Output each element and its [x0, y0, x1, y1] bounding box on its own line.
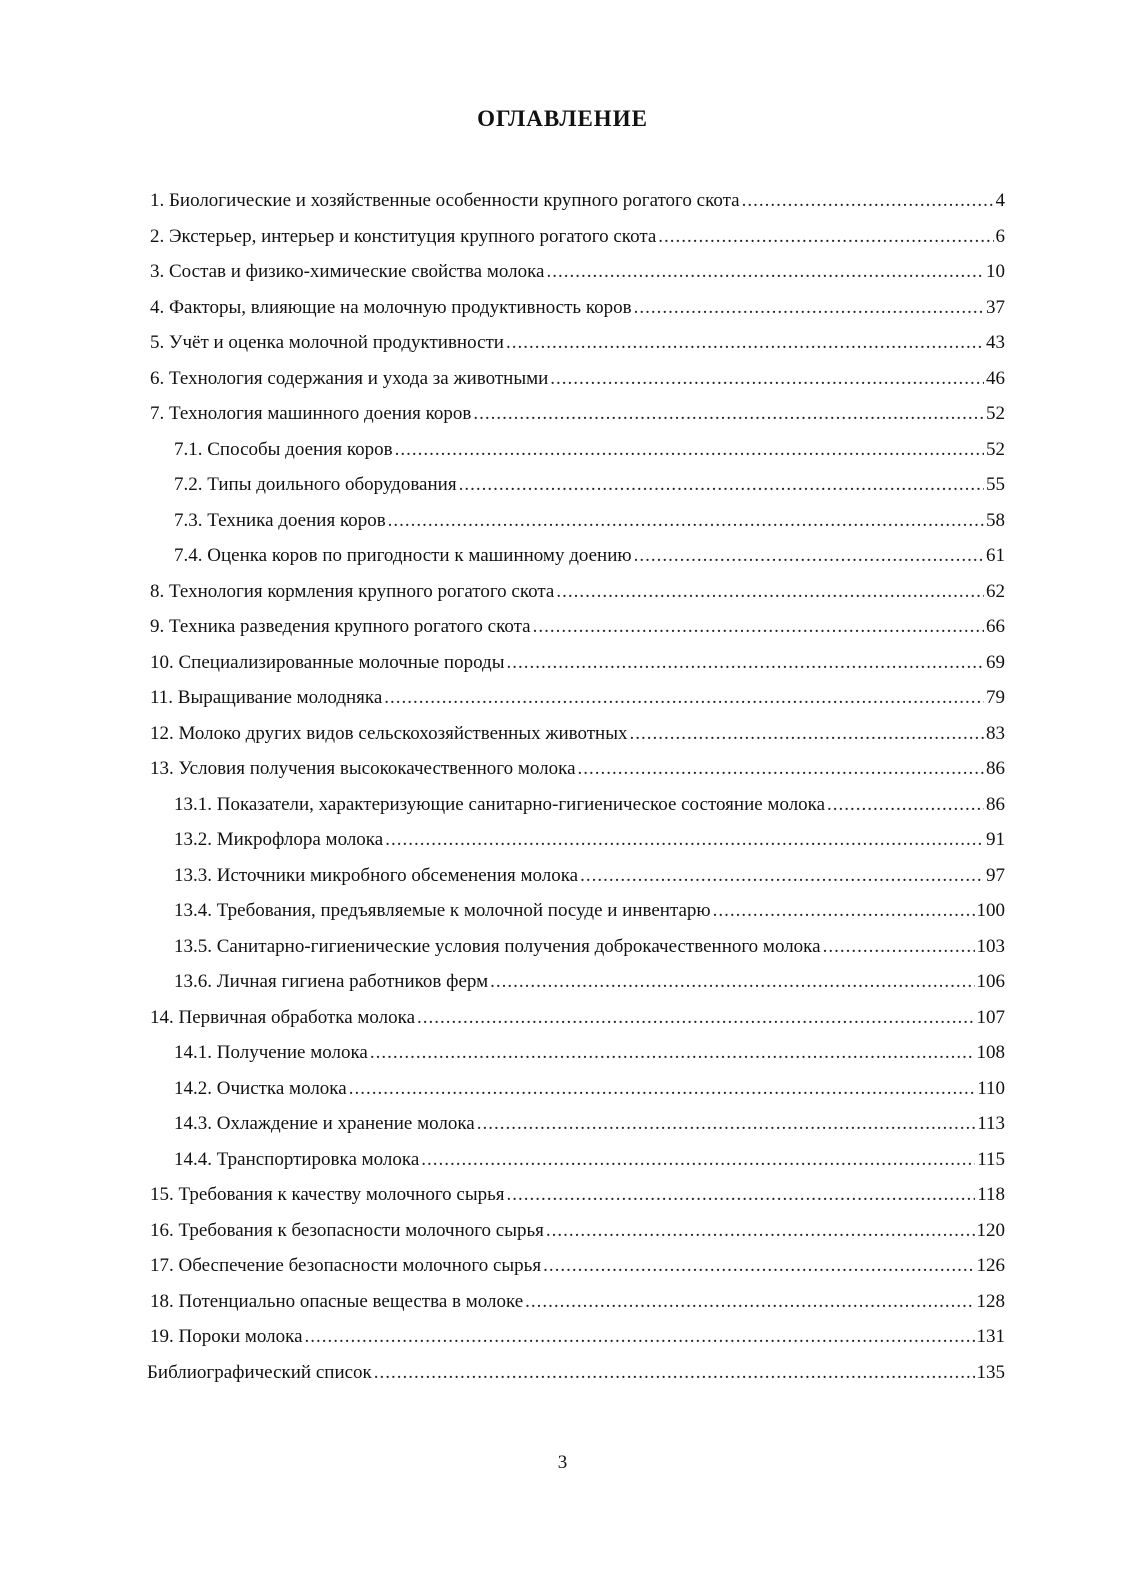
toc-entry[interactable] [150, 1284, 1005, 1320]
toc-entry[interactable] [150, 1142, 1005, 1178]
toc-entry[interactable] [150, 1106, 1005, 1142]
toc-leader-dots [658, 219, 993, 255]
toc-entry-page: 135 [976, 1361, 1005, 1383]
toc-entry[interactable] [150, 538, 1005, 574]
toc-entry[interactable] [150, 822, 1005, 858]
toc-entry-page: 107 [976, 1006, 1005, 1028]
toc-leader-dots [507, 1177, 976, 1213]
toc-entry[interactable] [150, 361, 1005, 397]
toc-leader-dots [388, 503, 984, 539]
toc-entry[interactable] [150, 609, 1005, 645]
toc-entry-page: 52 [986, 403, 1005, 424]
toc-entry-label: 1. Биологические и хозяйственные особенности крупного рогатого скота [150, 190, 740, 211]
toc-leader-dots [713, 893, 975, 929]
toc-entry-label: 3. Состав и физико-химические свойства молока [150, 261, 545, 282]
toc-entry-label: 7.4. Оценка коров по пригодности к машинному доению [174, 545, 632, 566]
toc-entry[interactable] [150, 325, 1005, 361]
toc-leader-dots [546, 254, 984, 290]
toc-entry-label: 13.2. Микрофлора молока [174, 829, 384, 850]
toc-entry-label: Библиографический список [147, 1361, 372, 1383]
toc-entry-page: 4 [995, 190, 1005, 211]
toc-entry-page: 55 [986, 474, 1005, 495]
toc-leader-dots [630, 716, 985, 752]
toc-entry-page: 79 [986, 687, 1005, 708]
toc-entry-label: 13.5. Санитарно-гигиенические условия получения доброкачественного молока [174, 935, 821, 957]
toc-entry[interactable] [150, 787, 1005, 823]
toc-leader-dots [417, 1000, 974, 1036]
toc-leader-dots [374, 1355, 975, 1391]
toc-entry-page: 52 [986, 438, 1005, 460]
toc-leader-dots [634, 538, 984, 574]
toc-entry[interactable] [150, 290, 1005, 326]
toc-leader-dots [580, 858, 984, 894]
toc-entry-page: 37 [986, 296, 1005, 318]
page-title: ОГЛАВЛЕНИЕ [477, 106, 648, 131]
toc-entry-label: 14.3. Охлаждение и хранение молока [174, 1113, 475, 1134]
toc-leader-dots [473, 396, 984, 432]
toc-entry-page: 115 [977, 1148, 1005, 1170]
toc-leader-dots [543, 1248, 974, 1284]
table-of-contents [147, 183, 1005, 1390]
toc-entry[interactable] [150, 574, 1005, 610]
toc-entry-label: 7.3. Техника доения коров [174, 509, 386, 531]
toc-entry[interactable] [150, 751, 1005, 787]
toc-leader-dots [490, 964, 974, 1000]
toc-leader-dots [385, 822, 984, 858]
toc-entry-label: 13. Условия получения высококачественного молока [150, 758, 576, 779]
toc-entry-label: 13.4. Требования, предъявляемые к молочной посуде и инвентарю [174, 900, 711, 921]
toc-entry-label: 7.1. Способы доения коров [174, 438, 393, 460]
toc-entry[interactable] [150, 503, 1005, 539]
toc-entry-page: 110 [977, 1077, 1005, 1099]
toc-entry-page: 97 [986, 864, 1005, 886]
toc-entry-label: 12. Молоко других видов сельскохозяйственных животных [150, 722, 628, 744]
toc-entry-label: 11. Выращивание молодняка [150, 687, 383, 708]
toc-leader-dots [546, 1213, 975, 1249]
toc-entry-label: 14. Первичная обработка молока [150, 1006, 416, 1028]
toc-entry-label: 17. Обеспечение безопасности молочного сырья [150, 1255, 542, 1276]
toc-entry-page: 126 [976, 1255, 1005, 1276]
toc-entry-label: 7.2. Типы доильного оборудования [174, 474, 457, 495]
toc-leader-dots [578, 751, 984, 787]
toc-entry-label: 4. Факторы, влияющие на молочную продуктивность коров [150, 296, 632, 318]
toc-entry-label: 8. Технология кормления крупного рогатого скота [150, 580, 555, 602]
toc-leader-dots [742, 183, 994, 219]
toc-entry-label: 5. Учёт и оценка молочной продуктивности [150, 332, 504, 353]
toc-entry[interactable] [150, 1319, 1005, 1355]
toc-entry-page: 61 [986, 545, 1005, 566]
toc-leader-dots [506, 325, 984, 361]
toc-entry-page: 118 [977, 1184, 1005, 1205]
toc-entry-page: 62 [986, 580, 1005, 602]
toc-leader-dots [305, 1319, 975, 1355]
toc-entry[interactable] [150, 1035, 1005, 1071]
toc-entry-label: 18. Потенциально опасные вещества в молоке [150, 1290, 524, 1312]
toc-entry[interactable] [150, 680, 1005, 716]
toc-entry-label: 10. Специализированные молочные породы [150, 651, 505, 673]
toc-leader-dots [823, 929, 975, 965]
toc-entry-page: 10 [986, 261, 1005, 282]
page-number: 3 [557, 1452, 568, 1473]
toc-entry[interactable] [150, 183, 1005, 219]
toc-entry-label: 6. Технология содержания и ухода за животными [150, 367, 549, 389]
toc-entry-label: 13.6. Личная гигиена работников ферм [174, 971, 489, 992]
toc-leader-dots [421, 1142, 975, 1178]
toc-leader-dots [506, 645, 984, 681]
toc-entry-page: 100 [976, 900, 1005, 921]
toc-leader-dots [459, 467, 984, 503]
toc-entry[interactable] [150, 254, 1005, 290]
toc-entry-page: 46 [986, 367, 1005, 389]
toc-entry-page: 86 [986, 793, 1005, 815]
toc-entry-label: 9. Техника разведения крупного рогатого скота [150, 616, 531, 637]
toc-entry-label: 13.1. Показатели, характеризующие санитарно-гигиеническое состояние молока [174, 793, 826, 815]
toc-entry[interactable] [150, 1071, 1005, 1107]
toc-leader-dots [827, 787, 984, 823]
toc-entry-page: 91 [986, 829, 1005, 850]
toc-entry-page: 83 [986, 722, 1005, 744]
toc-entry-label: 15. Требования к качеству молочного сырья [150, 1184, 505, 1205]
toc-entry-label: 2. Экстерьер, интерьер и конституция крупного рогатого скота [150, 225, 657, 247]
toc-leader-dots [525, 1284, 974, 1320]
toc-entry-page: 66 [986, 616, 1005, 637]
toc-entry[interactable] [150, 1248, 1005, 1284]
toc-entry-page: 69 [986, 651, 1005, 673]
toc-entry[interactable] [150, 645, 1005, 681]
toc-entry[interactable] [150, 893, 1005, 929]
toc-entry-label: 19. Пороки молока [150, 1326, 303, 1347]
toc-entry-page: 131 [976, 1326, 1005, 1347]
toc-entry-page: 86 [986, 758, 1005, 779]
toc-entry[interactable] [150, 432, 1005, 468]
toc-leader-dots [634, 290, 984, 326]
toc-leader-dots [349, 1071, 976, 1107]
toc-leader-dots [533, 609, 984, 645]
toc-entry[interactable] [147, 1355, 1005, 1391]
toc-entry[interactable] [150, 929, 1005, 965]
toc-entry-label: 14.1. Получение молока [174, 1042, 368, 1063]
toc-entry[interactable] [150, 1000, 1005, 1036]
toc-entry[interactable] [150, 219, 1005, 255]
toc-entry-label: 7. Технология машинного доения коров [150, 403, 472, 424]
toc-entry[interactable] [150, 1213, 1005, 1249]
toc-entry-page: 128 [976, 1290, 1005, 1312]
toc-entry-label: 16. Требования к безопасности молочного сырья [150, 1219, 544, 1241]
toc-entry[interactable] [150, 964, 1005, 1000]
toc-entry-page: 106 [976, 971, 1005, 992]
toc-leader-dots [370, 1035, 975, 1071]
toc-entry[interactable] [150, 716, 1005, 752]
toc-entry-page: 103 [976, 935, 1005, 957]
toc-entry[interactable] [150, 858, 1005, 894]
toc-leader-dots [395, 432, 984, 468]
toc-entry-label: 14.4. Транспортировка молока [174, 1148, 420, 1170]
toc-leader-dots [477, 1106, 975, 1142]
toc-entry-page: 6 [995, 225, 1005, 247]
toc-entry-page: 120 [976, 1219, 1005, 1241]
toc-entry[interactable] [150, 396, 1005, 432]
toc-entry-page: 113 [977, 1113, 1005, 1134]
toc-leader-dots [384, 680, 984, 716]
toc-entry-page: 58 [986, 509, 1005, 531]
toc-entry-label: 14.2. Очистка молока [174, 1077, 347, 1099]
toc-entry[interactable] [150, 1177, 1005, 1213]
toc-entry-page: 43 [986, 332, 1005, 353]
toc-entry-page: 108 [976, 1042, 1005, 1063]
toc-entry-label: 13.3. Источники микробного обсеменения молока [174, 864, 579, 886]
toc-entry[interactable] [150, 467, 1005, 503]
toc-leader-dots [556, 574, 984, 610]
toc-leader-dots [550, 361, 984, 397]
